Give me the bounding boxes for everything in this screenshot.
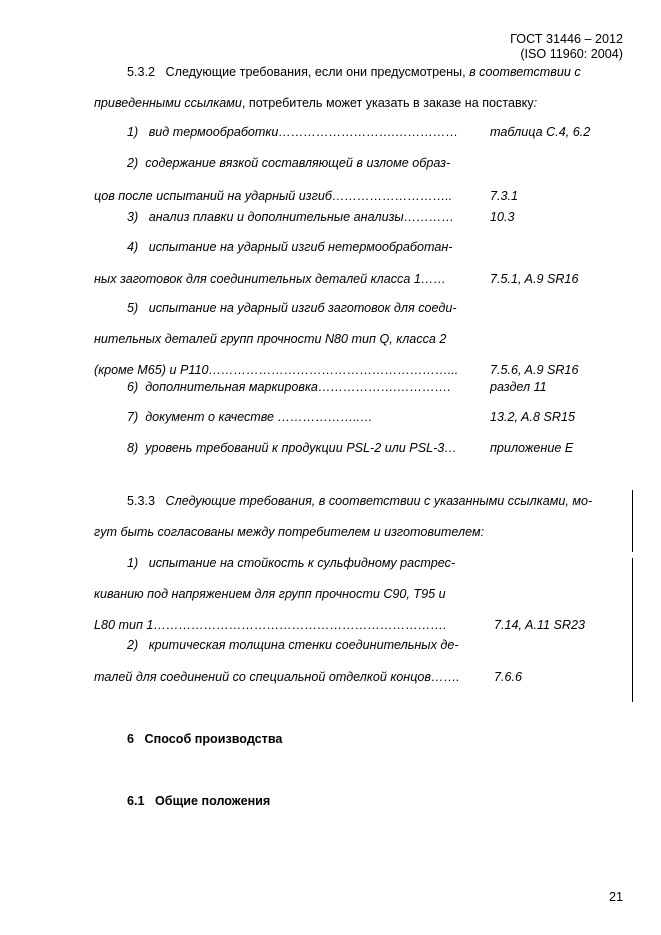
list-item-ref: раздел 11 [490,380,547,394]
clause-5-3-2-line2 [94,96,537,110]
list-item: 6) дополнительная маркировка……………….…………. [127,380,451,394]
clause-text: Следующие требования, если они предусмотрены, [165,65,470,79]
clause-text: , потребитель может указать в заказе на поставку [241,96,534,110]
list-item-ref: 7.3.1 [490,189,519,203]
list-item: L80 тип 1……………………………………………………………. [94,618,447,632]
list-item: киванию под напряжением для групп прочности C90, T95 и [94,587,446,601]
list-item: 1) вид термообработки……………………….…………… [127,125,459,139]
list-item: 2) критическая толщина стенки соединительных де- [127,638,459,652]
section-heading [127,732,282,746]
list-item-ref: 7.5.1, A.9 SR16 [490,272,579,286]
list-item-ref: 13.2, A.8 SR15 [490,410,575,424]
clause-number: 5.3.2 [127,65,156,79]
subsection-number: 6.1 [127,794,145,808]
list-item: 4) испытание на ударный изгиб нетермообработан- [127,240,453,254]
clause-text: Следующие требования, в соответствии с указанными ссылками, мо- [165,494,593,508]
page-number: 21 [608,890,623,904]
subsection-title: Общие положения [155,794,271,808]
clause-text-italic: приведенными ссылками [94,96,242,110]
clause-5-3-3-line2: гут быть согласованы между потребителем и изготовителем: [94,525,485,539]
list-item-ref: 7.6.6 [494,670,523,684]
clause-colon: : [533,96,538,110]
clause-text-italic: в соответствии с [469,65,581,79]
list-item: ных заготовок для соединительных деталей класса 1…… [94,272,447,286]
document-code: ГОСТ 31446 – 2012 [510,32,623,46]
list-item: 8) уровень требований к продукции PSL-2 или PSL-3… [127,441,457,455]
list-item-ref: 7.5.6, A.9 SR16 [490,363,579,377]
list-item-ref: приложение E [490,441,574,455]
list-item: 3) анализ плавки и дополнительные анализы………… [127,210,455,224]
list-item: талей для соединений со специальной отделкой концов……. [94,670,460,684]
section-number: 6 [127,732,135,746]
list-item-ref: таблица C.4, 6.2 [490,125,591,139]
list-item-ref: 10.3 [490,210,515,224]
list-item-ref: 7.14, A.11 SR23 [494,618,586,632]
list-item: 7) документ о качестве ………………..… [127,410,373,424]
iso-code: (ISO 11960: 2004) [520,47,623,61]
list-item: цов после испытаний на ударный изгиб……………………….. [94,189,453,203]
clause-5-3-2-line1 [127,65,581,79]
list-item: 1) испытание на стойкость к сульфидному растрес- [127,556,456,570]
change-bar [632,558,633,702]
list-item: 5) испытание на ударный изгиб заготовок для соеди- [127,301,457,315]
clause-number: 5.3.3 [127,494,156,508]
change-bar [632,490,633,552]
list-item: нительных деталей групп прочности N80 тип Q, класса 2 [94,332,447,346]
list-item: 2) содержание вязкой составляющей в изломе образ- [127,156,451,170]
subsection-heading [127,794,270,808]
section-title: Способ производства [144,732,283,746]
clause-5-3-3-line1 [127,494,592,508]
list-item: (кроме M65) и P110…………………………………………………... [94,363,459,377]
